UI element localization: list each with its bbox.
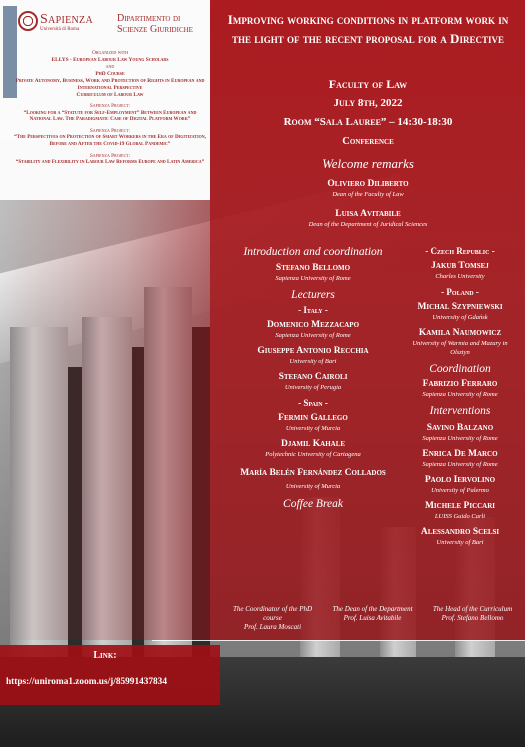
project-heading: Sapienza Project: [89, 127, 131, 134]
speaker-name: Giuseppe Antonio Recchia [257, 346, 369, 356]
speaker-name: Fabrizio Ferraro [422, 379, 498, 389]
speaker-affiliation: Charles University [435, 273, 485, 280]
project-item [12, 128, 208, 148]
speaker-name: Oliviero Diliberto [327, 179, 409, 189]
lecturer-item [222, 464, 404, 491]
speaker-name: Fermin Gallego [278, 413, 348, 423]
organizer-phd-course: PhD Course [95, 71, 125, 77]
speaker-name: Enrica De Marco [422, 449, 498, 459]
speaker-affiliation: LUISS Guido Carli [434, 513, 486, 520]
signature-block [225, 605, 320, 632]
university-seal-icon [18, 11, 38, 31]
country-poland-label: - Poland - [441, 287, 479, 297]
welcome-speaker [218, 208, 518, 229]
country-czech-label: - Czech Republic - [425, 246, 495, 256]
signature-role: The Coordinator of the PhD course [232, 605, 313, 622]
speaker-name: Stefano Cairoli [278, 372, 348, 382]
organizer-phd-title: Private Autonomy, Business, Work and Protection of Rights in European and International Perspective [15, 78, 205, 91]
speaker-name: Jakub Tomsej [431, 261, 489, 271]
speaker-name: Alessandro Scelsi [420, 527, 500, 537]
speaker-affiliation: University of Palermo [431, 487, 489, 494]
speaker-name: María Belén Fernández Collados [240, 468, 386, 478]
speaker-affiliation: Sapienza University of Rome [275, 275, 351, 282]
speaker-affiliation: Dean of the Department of Juridical Sciences [308, 221, 428, 228]
organizer-curriculum: Curriculum of Labour Law [76, 92, 144, 98]
department-name: Dipartimento di Scienze Giuridiche [117, 13, 193, 35]
link-label: Link: [93, 650, 117, 661]
speaker-affiliation: University of Bari [436, 539, 484, 546]
signature-block [325, 605, 420, 632]
program-right-column [404, 245, 516, 552]
lecturer-item [404, 327, 516, 357]
speaker-affiliation: University of Murcia [285, 425, 341, 432]
speaker-affiliation: Sapienza University of Rome [422, 391, 498, 398]
project-title: “The Perspectives on Protection of Smart Workers in the Era of Digitization, Before and After the Covid-19 Global Pandemic” [14, 134, 206, 147]
signature-name: Prof. Luisa Avitabile [343, 614, 402, 622]
lecturer-item [222, 319, 404, 340]
organizer-ellys: ELLYS - European Labour Law Young Scholars [51, 57, 169, 63]
signature-name: Prof. Stefano Bellomo [441, 614, 504, 622]
organizer-and: and [105, 64, 115, 70]
welcome-heading: Welcome remarks [322, 156, 414, 171]
intervention-item [404, 526, 516, 547]
organized-with-label: Organized with [91, 50, 129, 56]
speaker-name: Stefano Bellomo [275, 263, 351, 273]
speaker-affiliation: Sapienza University of Rome [422, 461, 498, 468]
event-title: Improving working conditions in platform work in the light of the recent proposal for a Directive [227, 12, 509, 46]
lecturers-heading: Lecturers [291, 289, 335, 301]
event-date: July 8th, 2022 [333, 97, 403, 109]
event-type: Conference [342, 136, 394, 147]
coordinator-item [404, 378, 516, 399]
signatures-row [225, 605, 520, 632]
speaker-affiliation: Sapienza University of Rome [422, 435, 498, 442]
organizers-panel [0, 0, 210, 200]
coordination-heading: Coordination [429, 363, 491, 375]
intervention-item [404, 474, 516, 495]
signature-role: The Dean of the Department [332, 605, 413, 613]
project-item [12, 103, 208, 123]
program-left-column [222, 245, 404, 511]
speaker-name: Kamila Naumowicz [418, 328, 502, 338]
speaker-name: Michele Piccari [424, 501, 496, 511]
divider [152, 640, 525, 641]
project-heading: Sapienza Project: [89, 152, 131, 159]
speaker-affiliation: University of Bari [289, 358, 337, 365]
coffee-break-label: Coffee Break [283, 498, 343, 510]
lecturer-item [222, 345, 404, 366]
university-name: Sapienza [40, 12, 93, 27]
interventions-heading: Interventions [429, 405, 491, 417]
event-room-time: Room “Sala Lauree” – 14:30-18:30 [283, 116, 453, 128]
project-title: “Looking for a “Statute for Self-Employment” Between European and National Law. The Paradigmatic Case of Digital Platform Work” [23, 109, 197, 123]
speaker-name: Savino Balzano [426, 423, 494, 433]
faculty-label: Faculty of Law [328, 77, 408, 91]
speaker-name: Luisa Avitabile [335, 209, 401, 219]
speaker-name: Paolo Iervolino [424, 475, 496, 485]
lecturer-item [222, 438, 404, 459]
project-heading: Sapienza Project: [89, 103, 131, 109]
project-title: “Stability and Flexibility in Labour Law Reforms Europe and Latin America” [15, 159, 205, 166]
intervention-item [404, 500, 516, 521]
welcome-speaker [218, 178, 518, 199]
lecturer-item [404, 260, 516, 281]
project-item [12, 153, 208, 166]
speaker-affiliation: University of Gdańsk [432, 314, 488, 321]
speaker-name: Djamil Kahale [280, 439, 346, 449]
speaker-affiliation: University of Warmia and Mazury in Olsztyn [412, 340, 508, 356]
red-gradient-overlay [0, 200, 210, 640]
speaker-affiliation: Polytechnic University of Cartagena [265, 451, 361, 458]
university-subtitle: Università di Roma [40, 27, 80, 32]
intervention-item [404, 448, 516, 469]
signature-block [425, 605, 520, 632]
speaker-affiliation: Dean of the Faculty of Law [332, 191, 404, 198]
lecturer-item [404, 301, 516, 322]
country-italy-label: - Italy - [298, 305, 328, 315]
country-spain-label: - Spain - [298, 398, 328, 408]
speaker-name: Michal Szypniewski [417, 302, 503, 312]
projects-list [12, 103, 208, 171]
speaker-affiliation: Sapienza University of Rome [275, 332, 351, 339]
speaker-affiliation: University of Perugia [284, 384, 342, 391]
speaker-affiliation: University of Murcia [285, 483, 341, 490]
intro-speaker [222, 262, 404, 283]
intro-heading: Introduction and coordination [243, 246, 383, 258]
lecturer-item [222, 412, 404, 433]
intervention-item [404, 422, 516, 443]
zoom-link[interactable]: https://uniroma1.zoom.us/j/85991437834 [6, 677, 167, 687]
signature-name: Prof. Laura Moscati [243, 623, 302, 631]
signature-role: The Head of the Curriculum [432, 605, 513, 613]
organized-with-block [12, 50, 208, 99]
speaker-name: Domenico Mezzacapo [266, 320, 360, 330]
lecturer-item [222, 371, 404, 392]
